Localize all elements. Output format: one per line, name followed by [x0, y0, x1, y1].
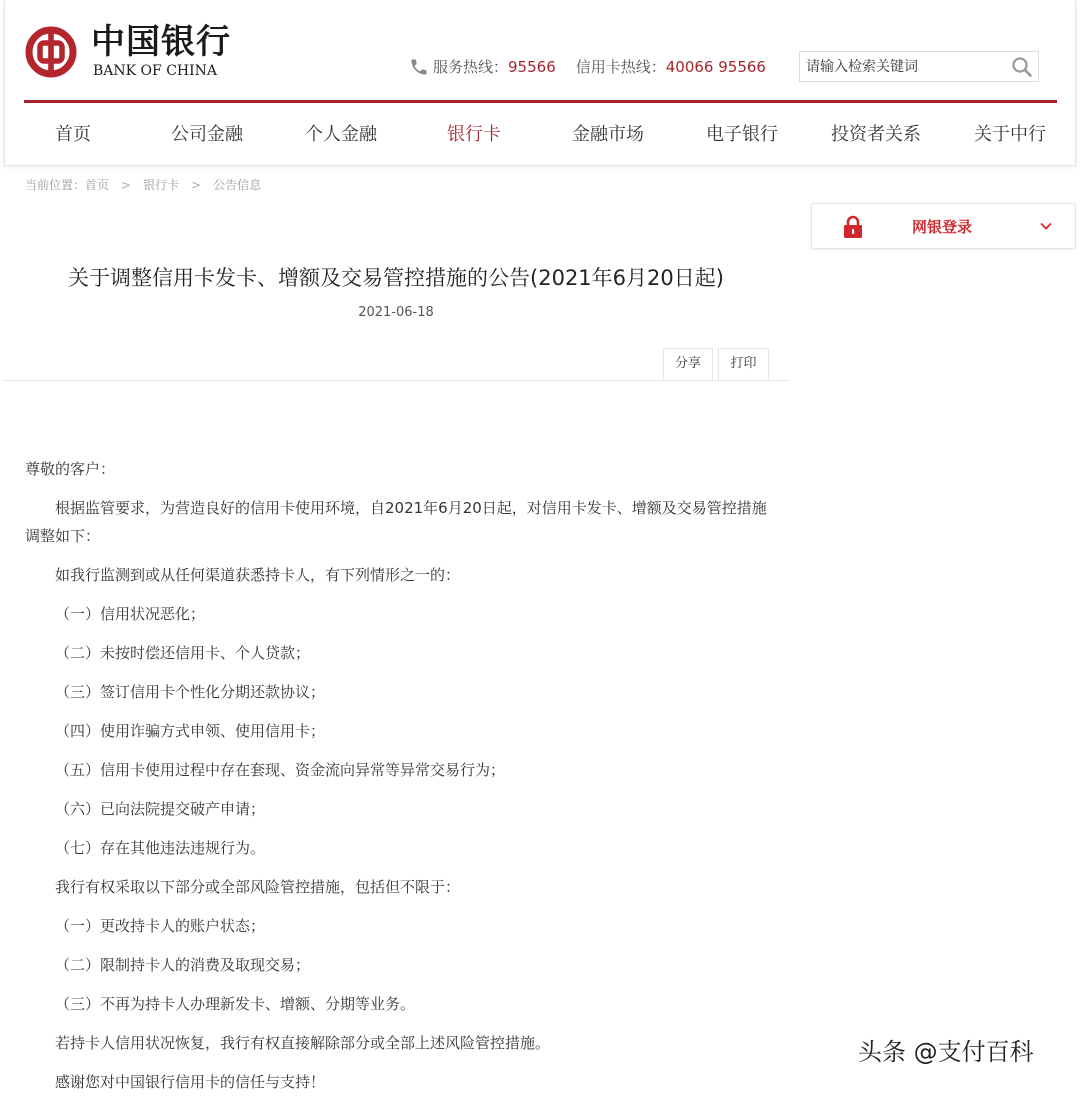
measure-lead: 我行有权采取以下部分或全部风险管控措施，包括但不限于：: [55, 878, 461, 896]
breadcrumb-home[interactable]: 首页: [85, 178, 110, 192]
intro-paragraph: 根据监管要求，为营造良好的信用卡使用环境，自2021年6月20日起，对信用卡发卡、增额及交易管控措施调整如下：: [25, 499, 767, 545]
breadcrumb-separator: >: [121, 178, 132, 192]
condition-item: （二）未按时偿还信用卡、个人贷款；: [55, 644, 311, 662]
condition-item: （一）信用状况恶化；: [55, 605, 206, 623]
search-box: [799, 51, 1039, 82]
bank-of-china-logo-icon: [25, 26, 77, 78]
measure-item: （一）更改持卡人的账户状态；: [55, 917, 266, 935]
breadcrumb-separator: >: [191, 178, 202, 192]
source-watermark: 头条 @支付百科: [858, 1038, 1034, 1066]
thanks-paragraph: 感谢您对中国银行信用卡的信任与支持！: [55, 1073, 326, 1091]
bank-logo[interactable]: [25, 22, 231, 82]
greeting: 尊敬的客户：: [25, 460, 116, 478]
nav-item-personal-banking[interactable]: 个人金融: [305, 124, 377, 145]
breadcrumb: [25, 176, 261, 194]
site-header: [4, 0, 1076, 166]
article-body: [25, 455, 777, 1096]
measure-item: （三）不再为持卡人办理新发卡、增额、分期等业务。: [55, 995, 416, 1013]
search-icon[interactable]: [1010, 55, 1034, 79]
logo-chinese-name: 中国银行: [91, 22, 231, 62]
article-title: 关于调整信用卡发卡、增额及交易管控措施的公告(2021年6月20日起): [68, 266, 724, 290]
condition-lead: 如我行监测到或从任何渠道获悉持卡人，有下列情形之一的：: [55, 566, 461, 584]
hotlines: [409, 56, 766, 78]
breadcrumb-announcements[interactable]: 公告信息: [213, 178, 262, 192]
nav-item-home[interactable]: 首页: [55, 124, 91, 145]
lock-icon: [842, 215, 864, 239]
header-divider: [24, 100, 1057, 103]
article-date: 2021-06-18: [358, 305, 434, 320]
logo-english-name: BANK OF CHINA: [93, 63, 218, 79]
nav-item-financial-markets[interactable]: 金融市场: [572, 124, 644, 145]
nav-item-bank-cards[interactable]: 银行卡: [447, 124, 501, 145]
breadcrumb-bank-cards[interactable]: 银行卡: [143, 178, 180, 192]
condition-item: （七）存在其他违法违规行为。: [55, 839, 266, 857]
measure-item: （二）限制持卡人的消费及取现交易；: [55, 956, 311, 974]
nav-item-corporate-banking[interactable]: 公司金融: [171, 124, 243, 145]
chevron-down-icon[interactable]: [1039, 219, 1053, 233]
credit-hotline-label: 信用卡热线：: [575, 58, 666, 76]
condition-item: （四）使用诈骗方式申领、使用信用卡；: [55, 722, 326, 740]
service-hotline-label: 服务热线：: [433, 58, 509, 76]
nav-item-e-banking[interactable]: 电子银行: [706, 124, 778, 145]
recovery-paragraph: 若持卡人信用状况恢复，我行有权直接解除部分或全部上述风险管控措施。: [55, 1034, 551, 1052]
condition-item: （六）已向法院提交破产申请；: [55, 800, 266, 818]
nav-item-investor-relations[interactable]: 投资者关系: [831, 124, 921, 145]
article-divider: [4, 380, 790, 381]
login-label: 网银登录: [912, 218, 973, 236]
share-button[interactable]: 分享: [663, 348, 713, 380]
credit-hotline-number[interactable]: 40066 95566: [665, 58, 766, 76]
online-banking-login[interactable]: [811, 203, 1076, 249]
search-input[interactable]: [800, 52, 1000, 81]
main-nav: [5, 104, 1077, 166]
condition-item: （五）信用卡使用过程中存在套现、资金流向异常等异常交易行为；: [55, 761, 506, 779]
service-hotline-number[interactable]: 95566: [508, 58, 556, 76]
phone-icon: [409, 57, 429, 77]
condition-item: （三）签订信用卡个性化分期还款协议；: [55, 683, 326, 701]
print-button[interactable]: 打印: [718, 348, 769, 380]
breadcrumb-prefix: 当前位置：: [25, 178, 86, 192]
nav-item-about-boc[interactable]: 关于中行: [974, 124, 1046, 145]
